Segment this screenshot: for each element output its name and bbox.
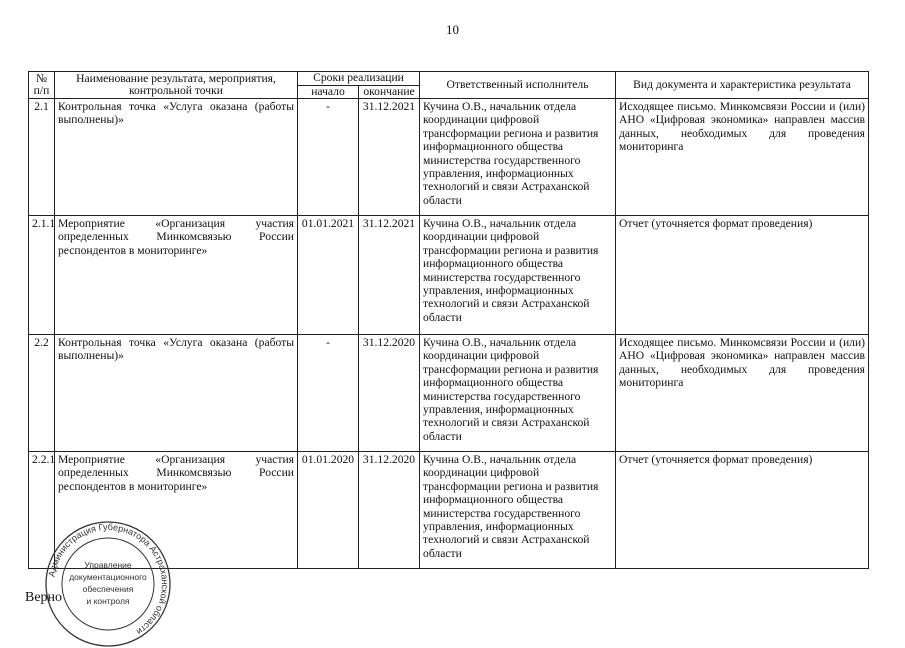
header-name: Наименование результата, мероприятия, контрольной точки <box>55 72 298 99</box>
header-end: окончание <box>359 85 420 99</box>
row-num: 2.1.1 <box>29 216 55 335</box>
table-row <box>29 99 869 216</box>
row-responsible: Кучина О.В., начальник отдела координации цифровой трансформации региона и развития информационного общества министерства государственного управления, информационных технологий и связи Астраханской области <box>420 216 616 335</box>
row-start: 01.01.2020 <box>298 452 359 569</box>
verified-label: Верно <box>25 590 63 605</box>
row-end: 31.12.2021 <box>359 216 420 335</box>
header-terms: Сроки реализации <box>298 72 420 86</box>
row-num: 2.1 <box>29 99 55 216</box>
row-document: Исходящее письмо. Минкомсвязи России и (или) АНО «Цифровая экономика» направлен массив данных, необходимых для проведения мониторинга <box>616 335 869 452</box>
page-number: 10 <box>446 22 459 37</box>
row-end: 31.12.2021 <box>359 99 420 216</box>
stamp-outer-text: Администрация Губернатора Астраханской области <box>46 521 171 637</box>
row-end: 31.12.2020 <box>359 452 420 569</box>
stamp-line-4: и контроля <box>86 596 130 606</box>
row-document: Исходящее письмо. Минкомсвязи России и (или) АНО «Цифровая экономика» направлен массив данных, необходимых для проведения мониторинга <box>616 99 869 216</box>
row-end: 31.12.2020 <box>359 335 420 452</box>
stamp-line-1: Управление <box>84 560 132 570</box>
row-document: Отчет (уточняется формат проведения) <box>616 452 869 569</box>
header-responsible: Ответственный исполнитель <box>420 72 616 99</box>
row-start: - <box>298 335 359 452</box>
row-name: Контрольная точка «Услуга оказана (работы выполнены)» <box>55 99 298 216</box>
row-name: Контрольная точка «Услуга оказана (работы выполнены)» <box>55 335 298 452</box>
row-name: Мероприятие «Организация участия определенных Минкомсвязью России респондентов в мониторинге» <box>55 216 298 335</box>
table-row <box>29 216 869 335</box>
row-start: 01.01.2021 <box>298 216 359 335</box>
table-row <box>29 335 869 452</box>
stamp-line-3: обеспечения <box>82 584 134 594</box>
plan-table <box>28 71 869 569</box>
official-stamp <box>44 520 172 648</box>
row-responsible: Кучина О.В., начальник отдела координации цифровой трансформации региона и развития информационного общества министерства государственного управления, информационных технологий и связи Астраханской области <box>420 452 616 569</box>
row-num: 2.2.1 <box>29 452 55 569</box>
row-num: 2.2 <box>29 335 55 452</box>
row-responsible: Кучина О.В., начальник отдела координации цифровой трансформации региона и развития информационного общества министерства государственного управления, информационных технологий и связи Астраханской области <box>420 99 616 216</box>
row-start: - <box>298 99 359 216</box>
row-name: Мероприятие «Организация участия определенных Минкомсвязью России респондентов в мониторинге» <box>55 452 298 569</box>
header-num: № п/п <box>29 72 55 99</box>
table-header <box>29 72 869 99</box>
row-responsible: Кучина О.В., начальник отдела координации цифровой трансформации региона и развития информационного общества министерства государственного управления, информационных технологий и связи Астраханской области <box>420 335 616 452</box>
stamp-line-2: документационного <box>69 572 147 582</box>
row-document: Отчет (уточняется формат проведения) <box>616 216 869 335</box>
header-document: Вид документа и характеристика результата <box>616 72 869 99</box>
header-start: начало <box>298 85 359 99</box>
